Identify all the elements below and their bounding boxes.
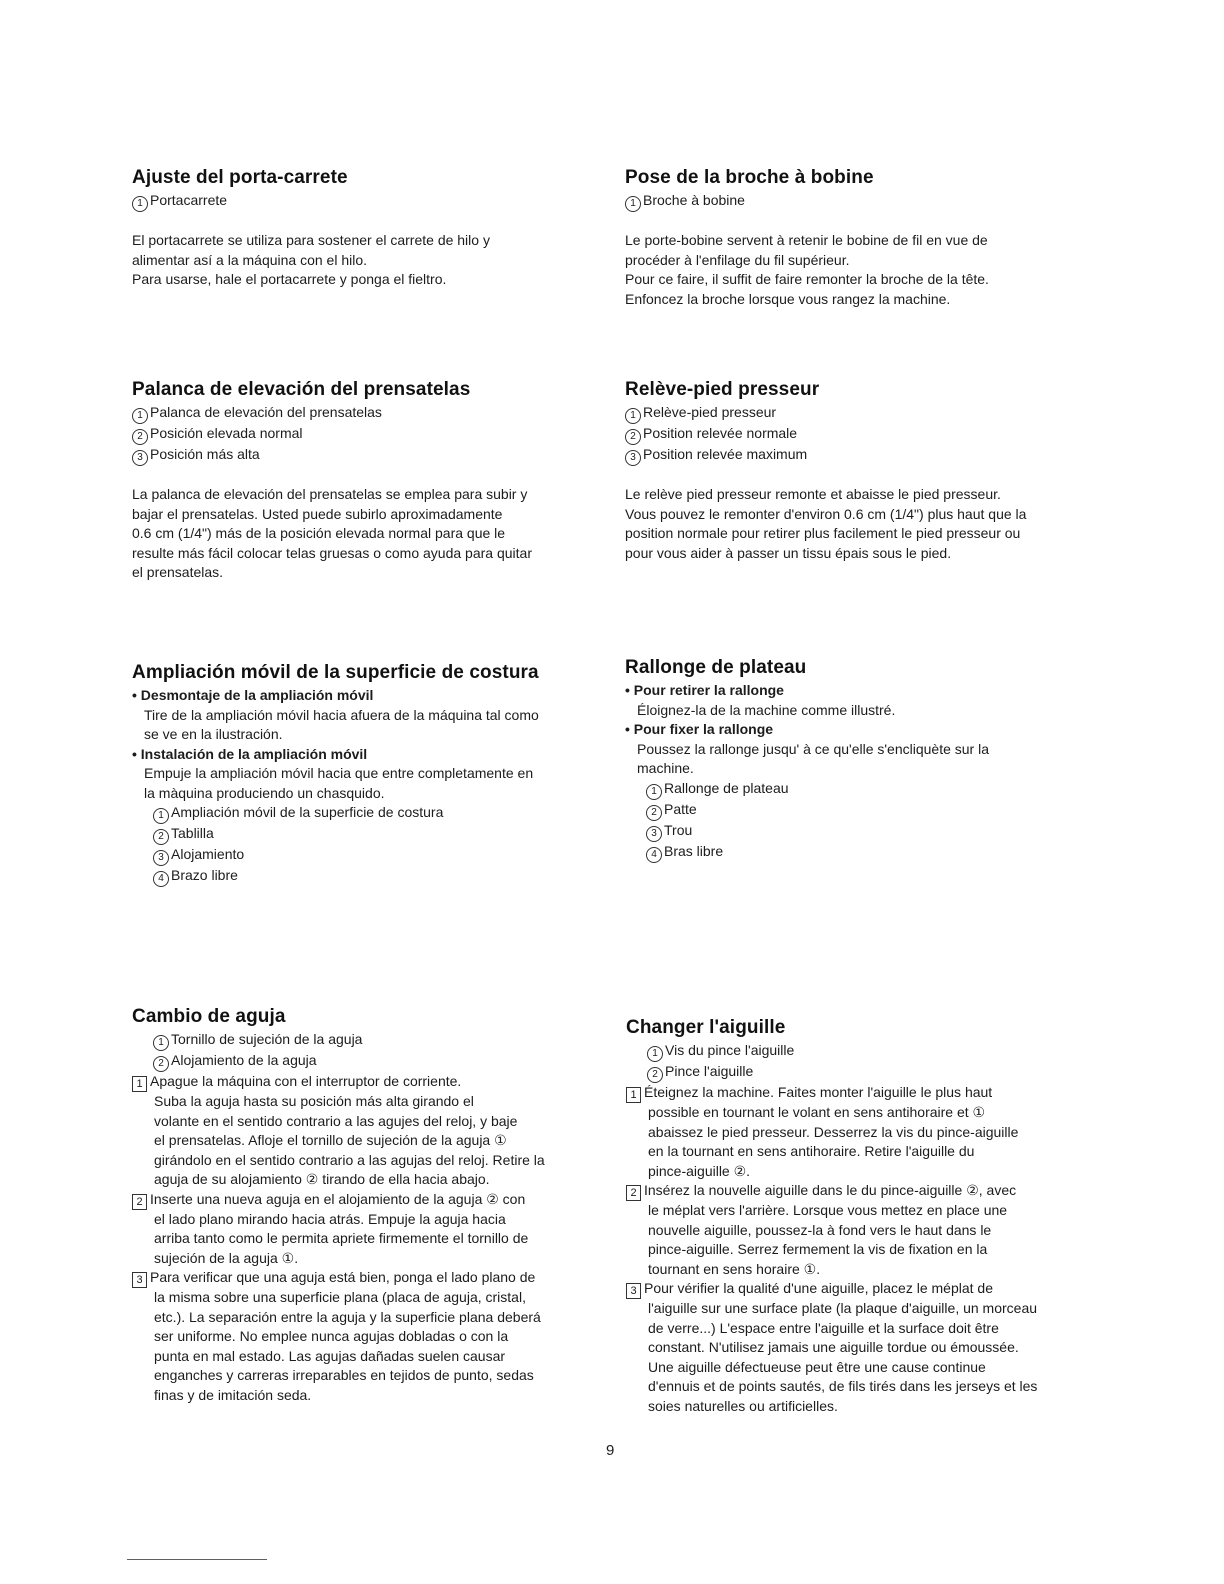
step-line: 3 Para verificar que una aguja está bien, ponga el lado plano de — [132, 1268, 545, 1288]
body-line: ser uniforme. No emplee nunca agujas dobladas o con la — [154, 1328, 509, 1344]
body-line: pince-aiguille. Serrez fermement la vis de fixation en la — [648, 1241, 988, 1257]
body-line: alimentar así a la máquina con el hilo. — [132, 251, 368, 268]
legend-item: 1 Rallonge de plateau — [625, 779, 989, 800]
section-title: Rallonge de plateau — [625, 657, 807, 678]
body-line: la misma sobre una superficie plana (placa de aguja, cristal, — [154, 1289, 526, 1305]
step-line: 1 Apague la máquina con el interruptor de corriente. — [132, 1072, 545, 1092]
body-line: Para usarse, hale el portacarrete y ponga el fieltro. — [132, 271, 447, 287]
body-line: Poussez la rallonge jusqu' à ce qu'elle s'encliquète sur la — [637, 740, 990, 757]
bullet-heading: • Pour fixer la rallonge — [625, 721, 774, 737]
bullet-heading: • Desmontaje de la ampliación móvil — [132, 687, 374, 703]
body-line: el prensatelas. — [132, 564, 224, 580]
legend-item: 3 Position relevée maximum — [625, 445, 1026, 466]
body-line: finas y de imitación seda. — [154, 1386, 312, 1403]
body-line: Tire de la ampliación móvil hacia afuera de la máquina tal como — [144, 706, 539, 723]
body-line: soies naturelles ou artificielles. — [648, 1397, 838, 1414]
body-line: El portacarrete se utiliza para sostener el carrete de hilo y — [132, 232, 490, 248]
body-line: Suba la aguja hasta su posición más alta girando el — [154, 1093, 474, 1109]
step-line: 2 Insérez la nouvelle aiguille dans le du pince-aiguille ②, avec — [626, 1181, 1037, 1201]
body-line: le méplat vers l'arrière. Lorsque vous mettez en place une — [648, 1202, 1008, 1218]
body-line: arriba tanto como le permita apriete firmemente el tornillo de — [154, 1230, 529, 1246]
body-line: pour vous aider à passer un tissu épais sous le pied. — [625, 544, 952, 561]
legend-item: 1 Portacarrete — [132, 191, 490, 212]
body-line: punta en mal estado. Las agujas dañadas suelen causar — [154, 1347, 506, 1364]
section-palanca-prensatelas — [132, 378, 532, 583]
body-line: procéder à l'enfilage du fil supérieur. — [625, 251, 850, 268]
legend-item: 3 Trou — [625, 821, 989, 842]
section-title: Changer l'aiguille — [626, 1017, 786, 1038]
section-releve-pied — [625, 378, 1026, 563]
section-title: Cambio de aguja — [132, 1006, 286, 1027]
legend-item: 1 Relève-pied presseur — [625, 403, 1026, 424]
body-line: aguja de su alojamiento ② tirando de ella hacia abajo. — [154, 1171, 490, 1187]
step-line: 2 Inserte una nueva aguja en el alojamiento de la aguja ② con — [132, 1190, 545, 1210]
section-porta-carrete — [132, 166, 490, 290]
body-line: se ve en la ilustración. — [144, 726, 283, 742]
section-cambio-aguja — [132, 1005, 545, 1405]
body-line: position normale pour retirer plus facilement le pied presseur ou — [625, 525, 1021, 541]
legend-item: 2 Posición elevada normal — [132, 424, 532, 445]
footer-rule — [127, 1559, 267, 1560]
body-line: la màquina produciendo un chasquido. — [144, 784, 385, 801]
body-line: l'aiguille sur une surface plate (la plaque d'aiguille, un morceau — [648, 1300, 1038, 1316]
body-line: etc.). La separación entre la aguja y la superficie plana deberá — [154, 1308, 541, 1325]
body-line: Empuje la ampliación móvil hacia que entre completamente en — [144, 765, 534, 781]
legend-item: 2 Alojamiento de la aguja — [132, 1051, 545, 1072]
body-line: machine. — [637, 760, 694, 776]
legend-item: 1 Broche à bobine — [625, 191, 989, 212]
body-line: pince-aiguille ②. — [648, 1162, 751, 1179]
legend-item: 1 Vis du pince l'aiguille — [626, 1041, 1037, 1062]
legend-item: 1 Palanca de elevación del prensatelas — [132, 403, 532, 424]
section-title: Palanca de elevación del prensatelas — [132, 379, 471, 400]
section-title: Ampliación móvil de la superficie de costura — [132, 662, 539, 683]
body-line: tournant en sens horaire ①. — [648, 1260, 821, 1277]
legend-item: 1 Ampliación móvil de la superficie de costura — [132, 803, 539, 824]
body-line: bajar el prensatelas. Usted puede subirlo aproximadamente — [132, 505, 503, 522]
legend-item: 4 Brazo libre — [132, 866, 539, 887]
body-line: 0.6 cm (1/4") más de la posición elevada normal para que le — [132, 525, 506, 541]
section-changer-aiguille — [626, 1016, 1037, 1416]
body-line: Pour ce faire, il suffit de faire remonter la broche de la tête. — [625, 271, 989, 287]
page-number: 9 — [606, 1442, 615, 1459]
section-title: Ajuste del porta-carrete — [132, 167, 348, 188]
body-line: possible en tournant le volant en sens antihoraire et ① — [648, 1104, 986, 1120]
body-line: el lado plano mirando hacia atrás. Empuje la aguja hacia — [154, 1210, 506, 1227]
step-line: 1 Éteignez la machine. Faites monter l'aiguille le plus haut — [626, 1083, 1037, 1103]
body-line: el prensatelas. Afloje el tornillo de sujeción de la aguja ① — [154, 1132, 507, 1148]
body-line: Enfoncez la broche lorsque vous rangez la machine. — [625, 290, 951, 307]
body-line: d'ennuis et de points sautés, de fils tirés dans les jerseys et les — [648, 1378, 1038, 1394]
legend-item: 2 Pince l'aiguille — [626, 1062, 1037, 1083]
body-line: en la tournant en sens antihoraire. Retire l'aiguille du — [648, 1143, 975, 1159]
body-line: resulte más fácil colocar telas gruesas o como ayuda para quitar — [132, 544, 532, 561]
step-line: 3 Pour vérifier la qualité d'une aiguille, placez le méplat de — [626, 1279, 1037, 1299]
section-title: Relève-pied presseur — [625, 379, 820, 400]
body-line: Éloignez-la de la machine comme illustré. — [637, 701, 896, 718]
legend-item: 2 Tablilla — [132, 824, 539, 845]
body-line: girándolo en el sentido contrario a las agujas del reloj. Retire la — [154, 1151, 545, 1168]
body-line: de verre...) L'espace entre l'aiguille et la surface doit être — [648, 1319, 999, 1336]
section-broche-bobine — [625, 166, 989, 309]
body-line: Le porte-bobine servent à retenir le bobine de fil en vue de — [625, 232, 988, 248]
body-line: volante en el sentido contrario a las agujes del reloj, y baje — [154, 1112, 518, 1129]
bullet-heading: • Instalación de la ampliación móvil — [132, 745, 368, 762]
section-title: Pose de la broche à bobine — [625, 167, 874, 188]
body-line: enganches y carreras irreparables en tejidos de punto, sedas — [154, 1367, 534, 1383]
legend-item: 2 Patte — [625, 800, 989, 821]
body-line: Une aiguille défectueuse peut être une cause continue — [648, 1358, 986, 1375]
legend-item: 3 Posición más alta — [132, 445, 532, 466]
body-line: constant. N'utilisez jamais une aiguille tordue ou émoussée. — [648, 1339, 1019, 1355]
body-line: La palanca de elevación del prensatelas se emplea para subir y — [132, 486, 528, 502]
body-line: Le relève pied presseur remonte et abaisse le pied presseur. — [625, 486, 1001, 502]
section-ampliacion-movil — [132, 661, 539, 887]
body-line: Vous pouvez le remonter d'environ 0.6 cm (1/4") plus haut que la — [625, 505, 1027, 522]
section-rallonge-plateau — [625, 656, 989, 863]
legend-item: 1 Tornillo de sujeción de la aguja — [132, 1030, 545, 1051]
legend-item: 3 Alojamiento — [132, 845, 539, 866]
body-line: abaissez le pied presseur. Desserrez la vis du pince-aiguille — [648, 1123, 1019, 1140]
legend-item: 2 Position relevée normale — [625, 424, 1026, 445]
body-line: sujeción de la aguja ①. — [154, 1249, 299, 1266]
legend-item: 4 Bras libre — [625, 842, 989, 863]
bullet-heading: • Pour retirer la rallonge — [625, 682, 784, 698]
body-line: nouvelle aiguille, poussez-la à fond vers le haut dans le — [648, 1221, 992, 1238]
